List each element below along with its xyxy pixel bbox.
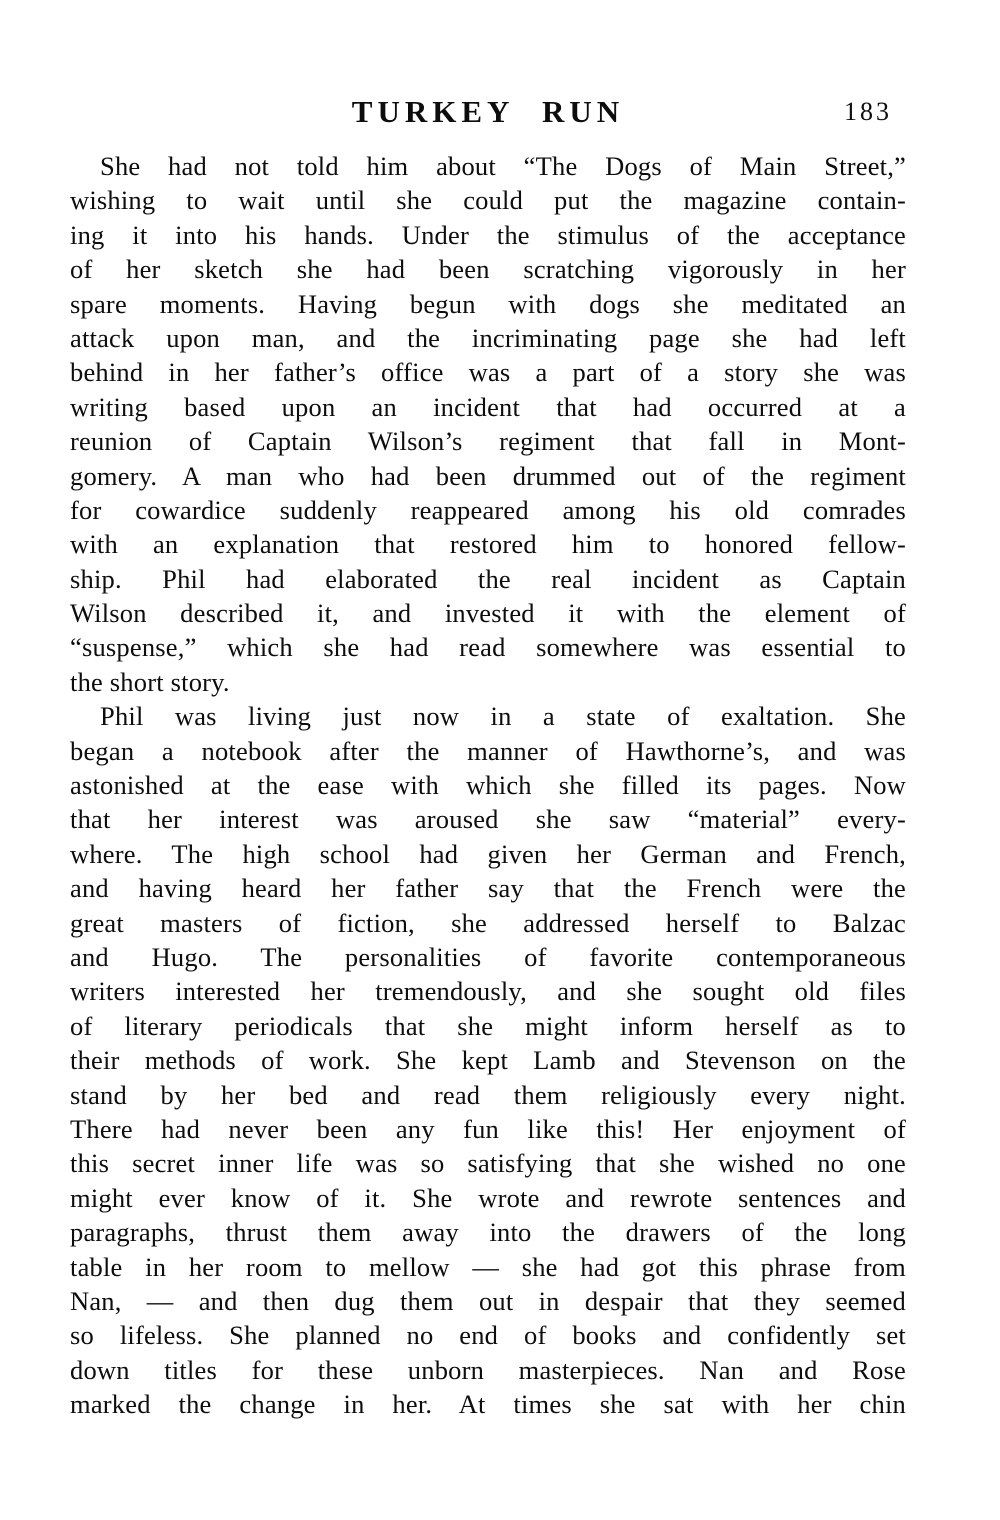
text-line: for cowardice suddenly reappeared among his old comrades xyxy=(70,494,906,525)
text-line: She had not told him about “The Dogs of Main Street,” xyxy=(100,151,906,181)
text-line: and Hugo. The personalities of favorite contemporaneous xyxy=(70,941,906,972)
text-line: the short story. xyxy=(70,666,230,697)
text-line: marked the change in her. At times she sat with her chin xyxy=(70,1389,906,1420)
text-line: Phil was living just now in a state of exaltation. She xyxy=(100,701,906,732)
text-line: wishing to wait until she could put the magazine contain- xyxy=(70,185,906,216)
text-line: down titles for these unborn masterpieces. Nan and Rose xyxy=(70,1354,906,1385)
text-line: table in her room to mellow — she had got this phrase from xyxy=(70,1251,906,1282)
text-line: of her sketch she had been scratching vigorously in her xyxy=(70,254,906,285)
text-line: that her interest was aroused she saw “material” every- xyxy=(70,804,906,835)
page-body xyxy=(70,149,906,1421)
text-line: began a notebook after the manner of Hawthorne’s, and was xyxy=(70,735,906,766)
text-line: writers interested her tremendously, and she sought old files xyxy=(70,976,906,1007)
text-line: paragraphs, thrust them away into the drawers of the long xyxy=(70,1217,906,1248)
text-line: attack upon man, and the incriminating page she had left xyxy=(70,322,906,353)
text-line: with an explanation that restored him to honored fellow- xyxy=(70,529,906,560)
text-line: behind in her father’s office was a part of a story she was xyxy=(70,357,906,388)
text-line: great masters of fiction, she addressed herself to Balzac xyxy=(70,907,906,938)
text-line: Wilson described it, and invested it with the element of xyxy=(70,598,906,629)
text-line: and having heard her father say that the French were the xyxy=(70,873,906,904)
text-line: so lifeless. She planned no end of books and confidently set xyxy=(70,1320,906,1351)
text-line: Nan, — and then dug them out in despair that they seemed xyxy=(70,1285,906,1316)
text-line: ing it into his hands. Under the stimulus of the acceptance xyxy=(70,219,906,250)
text-line: spare moments. Having begun with dogs she meditated an xyxy=(70,288,906,319)
text-line: where. The high school had given her German and French, xyxy=(70,838,906,869)
paragraph xyxy=(70,699,906,1421)
page-title: TURKEY RUN xyxy=(351,94,625,129)
text-line: might ever know of it. She wrote and rewrote sentences and xyxy=(70,1182,906,1213)
text-line: ship. Phil had elaborated the real incident as Captain xyxy=(70,563,906,594)
text-line: astonished at the ease with which she filled its pages. Now xyxy=(70,770,906,801)
text-line: gomery. A man who had been drummed out of the regiment xyxy=(70,460,906,491)
page-header xyxy=(70,94,906,134)
text-line: stand by her bed and read them religiously every night. xyxy=(70,1079,906,1110)
text-line: this secret inner life was so satisfying that she wished no one xyxy=(70,1148,906,1179)
text-line: “suspense,” which she had read somewhere was essential to xyxy=(70,632,906,663)
page-number: 183 xyxy=(844,97,892,126)
paragraph xyxy=(70,149,906,699)
text-line: There had never been any fun like this! Her enjoyment of xyxy=(70,1113,906,1144)
text-line: writing based upon an incident that had occurred at a xyxy=(70,391,906,422)
text-line: their methods of work. She kept Lamb and Stevenson on the xyxy=(70,1045,906,1076)
text-line: of literary periodicals that she might inform herself as to xyxy=(70,1010,906,1041)
text-line: reunion of Captain Wilson’s regiment that fall in Mont- xyxy=(70,426,906,457)
